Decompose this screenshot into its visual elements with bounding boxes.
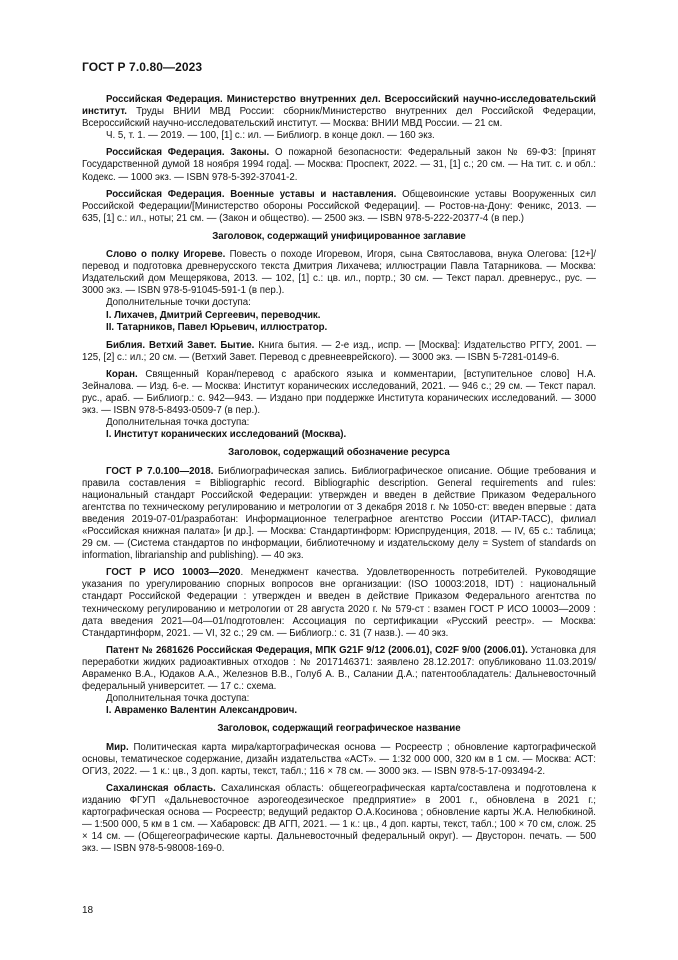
access-point-note: Дополнительная точка доступа: — [106, 693, 250, 705]
access-point: I. Авраменко Валентин Александрович. — [106, 705, 298, 717]
entry-heading: ГОСТ Р ИСО 10003—2020 — [106, 567, 241, 579]
access-point: I. Институт коранических исследований (Москва). — [106, 429, 347, 441]
entry-heading: ГОСТ Р 7.0.100—2018. — [106, 465, 214, 477]
entry-body: О пожарной безопасности: Федеральный закон № 69-ФЗ: [принят Государственной думой 18 ноября 1994 года]. — Москва: Проспект, 2022. — 31, [1] с.; 20 см. — На тит. с. и обл.: Кодекс. — 1000 экз. — ISBN 978-5-392-37041-2. — [82, 147, 596, 183]
entry-world-map — [82, 742, 596, 778]
entry-mvd-institute — [82, 94, 596, 130]
entry-heading: Российская Федерация. Министерство внутренних дел. Всероссийский научно-исследовательский институт. — [82, 94, 596, 118]
entry-body: Установка для переработки жидких радиоактивных отходов : № 2017146371: заявлено 28.12.2017: опубликовано 11.03.2019/Авраменко В.А., Юдаков А.А., Железнов В.В., Голуб А. В., Салании Д.А.; патентообладатель: Дальневосточный федеральный университет. — 17 с.: схема. — [82, 644, 596, 693]
access-point: II. Татарников, Павел Юрьевич, иллюстратор. — [106, 321, 328, 333]
entry-sakhalin-map — [82, 783, 596, 856]
entry-heading: Российская Федерация. Военные уставы и наставления. — [106, 188, 397, 200]
page-content — [82, 94, 596, 860]
entry-fire-safety-law — [82, 147, 596, 183]
entry-heading: Мир. — [106, 741, 129, 753]
page-number: 18 — [82, 905, 94, 916]
entry-gost-iso-10003 — [82, 567, 596, 640]
entry-body: Политическая карта мира/картографическая основа — Росреестр ; обновление картографической основы, тематическое содержание, дизайн издательства «АСТ». — 1:32 000 000, 320 км в 1 см. — Москва: АСТ: ОГИЗ, 2022. — 1 к.: цв., 3 доп. карты, текст, табл.; 116 × 78 см. — 3000 экз. — ISBN 978-5-17-093494-2. — [82, 741, 596, 777]
entry-heading: Российская Федерация. Законы. — [106, 147, 270, 159]
entry-volume-line: Ч. 5, т. 1. — 2019. — 100, [1] с.: ил. — Библиогр. в конце докл. — 160 экз. — [106, 130, 435, 142]
entry-body: Общевоинские уставы Вооруженных сил Российской Федерации/[Министерство обороны Российской Федерации]. — Ростов-на-Дону: Феникс, 2013. — 635, [1] с.: ил., ноты; 21 см. — (Закон и общество). — 2500 экз. — ISBN 978-5-222-20377-4 (в пер.) — [82, 188, 596, 224]
entry-military-statutes — [82, 189, 596, 225]
entry-heading: Коран. — [106, 368, 138, 380]
section-heading-uniform-title: Заголовок, содержащий унифицированное заглавие — [212, 230, 466, 242]
entry-heading: Слово о полку Игореве. — [106, 249, 226, 261]
entry-heading: Библия. Ветхий Завет. Бытие. — [106, 339, 255, 351]
entry-body: Священный Коран/перевод с арабского языка и комментарии, [вступительное слово] Н.А. Зейналова. — Изд. 6-е. — Москва: Институт коранических исследований, 2021. — 946 с.; 29 см. — Текст парал. рус., араб. — Библиогр.: с. 942—943. — Издано при поддержке Института коранических исследований. — 3000 экз. — ISBN 978-5-8493-0509-7 (в пер.). — [82, 368, 596, 417]
entry-body: Повесть о походе Игоревом, Игоря, сына Святославова, внука Олегова: [12+]/перевод и подготовка древнерусского текста Дмитрия Лихачева; иллюстрации Павла Татарникова. — Москва: Издательский дом Мещерякова, 2013. — 102, [1] с.: цв. ил., портр.; 30 см. — Текст парал. древнерус., рус. — 3000 экз. — ISBN 978-5-91045-591-1 (в пер.). — [82, 249, 597, 297]
page-header: ГОСТ Р 7.0.80—2023 — [82, 60, 203, 74]
entry-body: Книга бытия. — 2-е изд., испр. — [Москва]: Издательство РГГУ, 2001. — 125, [2] с.: ил.; 20 см. — (Ветхий Завет. Перевод с древнееврейского). — 3000 экз. — ISBN 5-7281-0149-6. — [82, 339, 596, 363]
entry-igor-tale — [82, 249, 596, 297]
entry-bible-genesis — [82, 340, 596, 364]
access-point-note: Дополнительная точка доступа: — [106, 417, 250, 429]
section-heading-resource-designation: Заголовок, содержащий обозначение ресурса — [228, 447, 450, 459]
entry-quran — [82, 369, 596, 417]
entry-patent — [82, 645, 596, 693]
entry-body: Библиографическая запись. Библиографическое описание. Общие требования и правила составления = Bibliographic record. Bibliographic description. General requirements and rules: национальный стандарт Российской Федерации: утвержден и введен в действие Приказом Федерального агентства по техническому регулированию и метрологии от 3 декабря 2018 г. № 1050-ст: введен впервые : дата введения 2019-07-01/разработан: Информационное телеграфное агентство России (ИТАР-ТАСС), филиал «Российская книжная палата» [и др.]. — Москва: Стандартинформ: Юриспруденция, 2018. — IV, 65 с.: таблица; 29 см. — (Система стандартов по информации, библиотечному и издательскому делу = System of standards on information, librarianship and publishing). — 40 экз. — [82, 465, 596, 562]
entry-heading: Патент № 2681626 Российская Федерация, МПК G21F 9/12 (2006.01), C02F 9/00 (2006.01). — [106, 644, 528, 656]
entry-heading: Сахалинская область. — [106, 782, 216, 794]
entry-body: Труды ВНИИ МВД России: сборник/Министерство внутренних дел Российской Федерации, Всероссийский научно-исследовательский институт. — Москва: ВНИИ МВД России. — 21 см. — [82, 106, 596, 130]
access-points-note: Дополнительные точки доступа: — [106, 297, 251, 309]
access-point: I. Лихачев, Дмитрий Сергеевич, переводчик. — [106, 309, 321, 321]
section-heading-geographic-name: Заголовок, содержащий географическое название — [217, 723, 461, 735]
entry-gost-7-0-100 — [82, 466, 596, 563]
entry-body: Сахалинская область: общегеографическая карта/составлена и подготовлена к изданию ФГУП «Дальневосточное аэрогеодезическое предприятие» в 2001 г., обновлена в 2021 г.; картографическая основа — Росреестр; ведущий редактор О.А.Косинова ; обновление карты Ж.А. Нелюбкиной. — 1:500 000, 5 км в 1 см. — Хабаровск: ДВ АГП, 2021. — 1 к.: цв., 4 доп. карты, текст, табл.; 100 × 70 см, слож. 25 × 14 см. — (Общегеографические карты. Дальневосточный федеральный округ). — Двусторон. печать. — 500 экз. — ISBN 978-5-98008-169-0. — [82, 782, 596, 855]
entry-body: . Менеджмент качества. Удовлетворенность потребителей. Руководящие указания по урегулированию спорных вопросов вне организации: (ISO 10003:2018, IDT) : национальный стандарт Российской Федерации : утвержден и введен в действие Приказом Федерального агентства по техническому регулированию и метрологии от 28 августа 2020 г. № 579-ст : взамен ГОСТ Р ИСО 10003—2009 : дата введения 2021—04—01/подготовлен: Ассоциация по сертификации «Русский реестр». — Москва: Стандартинформ, 2021. — VI, 32 с.; 29 см. — Библиогр.: с. 31 (7 назв.). — 40 экз. — [82, 567, 596, 639]
